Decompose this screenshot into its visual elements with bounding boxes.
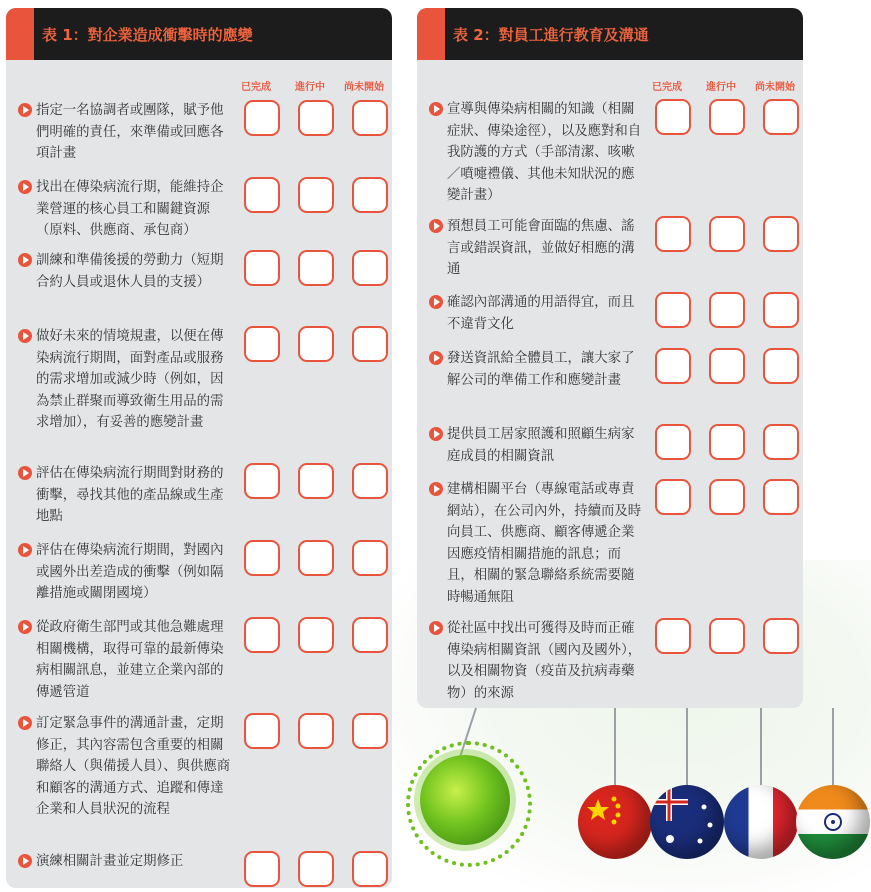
play-bullet-icon <box>18 103 32 117</box>
table2-title: 表 2：對員工進行教育及溝通 <box>453 26 649 44</box>
checkbox-not-started[interactable] <box>763 618 799 654</box>
play-bullet-icon <box>429 621 443 635</box>
play-bullet-icon <box>18 253 32 267</box>
table1-header <box>6 8 392 60</box>
checkbox-not-started[interactable] <box>352 713 388 749</box>
pendulum-string <box>760 708 762 788</box>
item-text: 確認內部溝通的用語得宜，而且不違背文化 <box>447 295 635 332</box>
pendulum-string <box>686 708 688 788</box>
header-accent <box>6 8 34 60</box>
col-head-done: 已完成 <box>652 82 682 93</box>
col-head-not-started: 尚未開始 <box>344 82 384 93</box>
china-flag-icon <box>578 785 652 859</box>
play-bullet-icon <box>18 620 32 634</box>
checkbox-in-progress[interactable] <box>298 250 334 286</box>
play-bullet-icon <box>18 329 32 343</box>
item-text: 從政府衛生部門或其他急難處理相關機構，取得可靠的最新傳染病相關訊息，並建立企業內部的傳遞管道 <box>36 620 224 700</box>
france-flag-icon <box>724 785 798 859</box>
play-bullet-icon <box>429 482 443 496</box>
checkbox-done[interactable] <box>244 100 280 136</box>
item-text: 做好未來的情境規畫，以便在傳染病流行期間，面對產品或服務的需求增加或減少時（例如，因為禁止群聚而導致衛生用品的需求增加），有妥善的應變計畫 <box>36 329 224 431</box>
checkbox-in-progress[interactable] <box>709 99 745 135</box>
checkbox-not-started[interactable] <box>352 326 388 362</box>
item-text: 評估在傳染病流行期間對財務的衝擊，尋找其他的產品線或生產地點 <box>36 466 224 525</box>
checkbox-done[interactable] <box>244 540 280 576</box>
checkbox-done[interactable] <box>655 618 691 654</box>
col-head-done: 已完成 <box>241 82 271 93</box>
checkbox-in-progress[interactable] <box>298 326 334 362</box>
item-text: 找出在傳染病流行期，能維持企業營運的核心員工和關鍵資源（原料、供應商、承包商） <box>36 180 224 239</box>
india-flag-icon <box>796 785 870 859</box>
checkbox-done[interactable] <box>655 292 691 328</box>
checkbox-done[interactable] <box>655 479 691 515</box>
checkbox-not-started[interactable] <box>352 250 388 286</box>
checkbox-in-progress[interactable] <box>709 618 745 654</box>
checkbox-done[interactable] <box>244 617 280 653</box>
checkbox-not-started[interactable] <box>763 424 799 460</box>
item-text: 宣導與傳染病相關的知識（相關症狀、傳染途徑），以及應對和自我防護的方式（手部清潔、咳嗽／噴嚏禮儀、其他未知狀況的應變計畫） <box>447 102 642 204</box>
checkbox-in-progress[interactable] <box>298 463 334 499</box>
item-text: 從社區中找出可獲得及時而正確傳染病相關資訊（國內及國外），以及相關物資（疫苗及抗病毒藥物）的來源 <box>447 621 642 701</box>
table1-title: 表 1：對企業造成衝擊時的應變 <box>42 26 253 44</box>
checkbox-not-started[interactable] <box>763 348 799 384</box>
checkbox-done[interactable] <box>655 216 691 252</box>
play-bullet-icon <box>18 854 32 868</box>
col-head-not-started: 尚未開始 <box>755 82 795 93</box>
item-text: 評估在傳染病流行期間，對國內或國外出差造成的衝擊（例如隔離措施或關閉國境） <box>36 543 224 602</box>
checkbox-in-progress[interactable] <box>298 540 334 576</box>
checkbox-not-started[interactable] <box>763 216 799 252</box>
play-bullet-icon <box>429 427 443 441</box>
item-text: 提供員工居家照護和照顧生病家庭成員的相關資訊 <box>447 427 635 464</box>
checkbox-done[interactable] <box>655 99 691 135</box>
play-bullet-icon <box>429 219 443 233</box>
item-text: 指定一名協調者或團隊，賦予他們明確的責任，來準備或回應各項計畫 <box>36 103 224 162</box>
checkbox-not-started[interactable] <box>352 617 388 653</box>
pendulum-string <box>832 708 834 788</box>
checkbox-not-started[interactable] <box>763 99 799 135</box>
play-bullet-icon <box>18 466 32 480</box>
checkbox-in-progress[interactable] <box>298 100 334 136</box>
checkbox-done[interactable] <box>244 250 280 286</box>
checkbox-in-progress[interactable] <box>298 851 334 887</box>
checkbox-done[interactable] <box>655 348 691 384</box>
checkbox-done[interactable] <box>244 177 280 213</box>
checkbox-in-progress[interactable] <box>298 617 334 653</box>
checkbox-in-progress[interactable] <box>709 479 745 515</box>
virus-icon <box>420 755 510 845</box>
checkbox-in-progress[interactable] <box>709 424 745 460</box>
checkbox-not-started[interactable] <box>352 177 388 213</box>
checkbox-done[interactable] <box>244 326 280 362</box>
checkbox-not-started[interactable] <box>763 292 799 328</box>
checkbox-done[interactable] <box>244 851 280 887</box>
checkbox-done[interactable] <box>244 713 280 749</box>
checkbox-not-started[interactable] <box>352 540 388 576</box>
table1-panel <box>6 8 392 888</box>
checkbox-done[interactable] <box>655 424 691 460</box>
table2-panel <box>417 8 803 708</box>
play-bullet-icon <box>429 102 443 116</box>
checkbox-not-started[interactable] <box>352 100 388 136</box>
item-text: 訓練和準備後援的勞動力（短期合約人員或退休人員的支援） <box>36 253 224 290</box>
table2-header <box>417 8 803 60</box>
header-accent <box>417 8 445 60</box>
checkbox-in-progress[interactable] <box>709 216 745 252</box>
play-bullet-icon <box>429 295 443 309</box>
play-bullet-icon <box>18 543 32 557</box>
item-text: 演練相關計畫並定期修正 <box>36 854 184 869</box>
checkbox-in-progress[interactable] <box>298 177 334 213</box>
pendulum-string <box>614 708 616 788</box>
col-head-in-progress: 進行中 <box>706 82 736 93</box>
item-text: 建構相關平台（專線電話或專責網站），在公司內外，持續而及時向員工、供應商、顧客傳遞企業因應疫情相關措施的訊息；而且，相關的緊急聯絡系統需要隨時暢通無阻 <box>447 482 642 605</box>
item-text: 訂定緊急事件的溝通計畫，定期修正，其內容需包含重要的相關聯絡人（與備援人員）、與供應商和顧客的溝通方式、追蹤和傳達企業和人員狀況的流程 <box>36 716 231 818</box>
checkbox-not-started[interactable] <box>352 851 388 887</box>
australia-flag-icon <box>650 785 724 859</box>
play-bullet-icon <box>429 351 443 365</box>
play-bullet-icon <box>18 180 32 194</box>
checkbox-in-progress[interactable] <box>709 348 745 384</box>
item-text: 發送資訊給全體員工，讓大家了解公司的準備工作和應變計畫 <box>447 351 635 388</box>
checkbox-not-started[interactable] <box>352 463 388 499</box>
col-head-in-progress: 進行中 <box>295 82 325 93</box>
checkbox-in-progress[interactable] <box>298 713 334 749</box>
checkbox-not-started[interactable] <box>763 479 799 515</box>
checkbox-in-progress[interactable] <box>709 292 745 328</box>
item-text: 預想員工可能會面臨的焦慮、謠言或錯誤資訊，並做好相應的溝通 <box>447 219 635 278</box>
checkbox-done[interactable] <box>244 463 280 499</box>
play-bullet-icon <box>18 716 32 730</box>
